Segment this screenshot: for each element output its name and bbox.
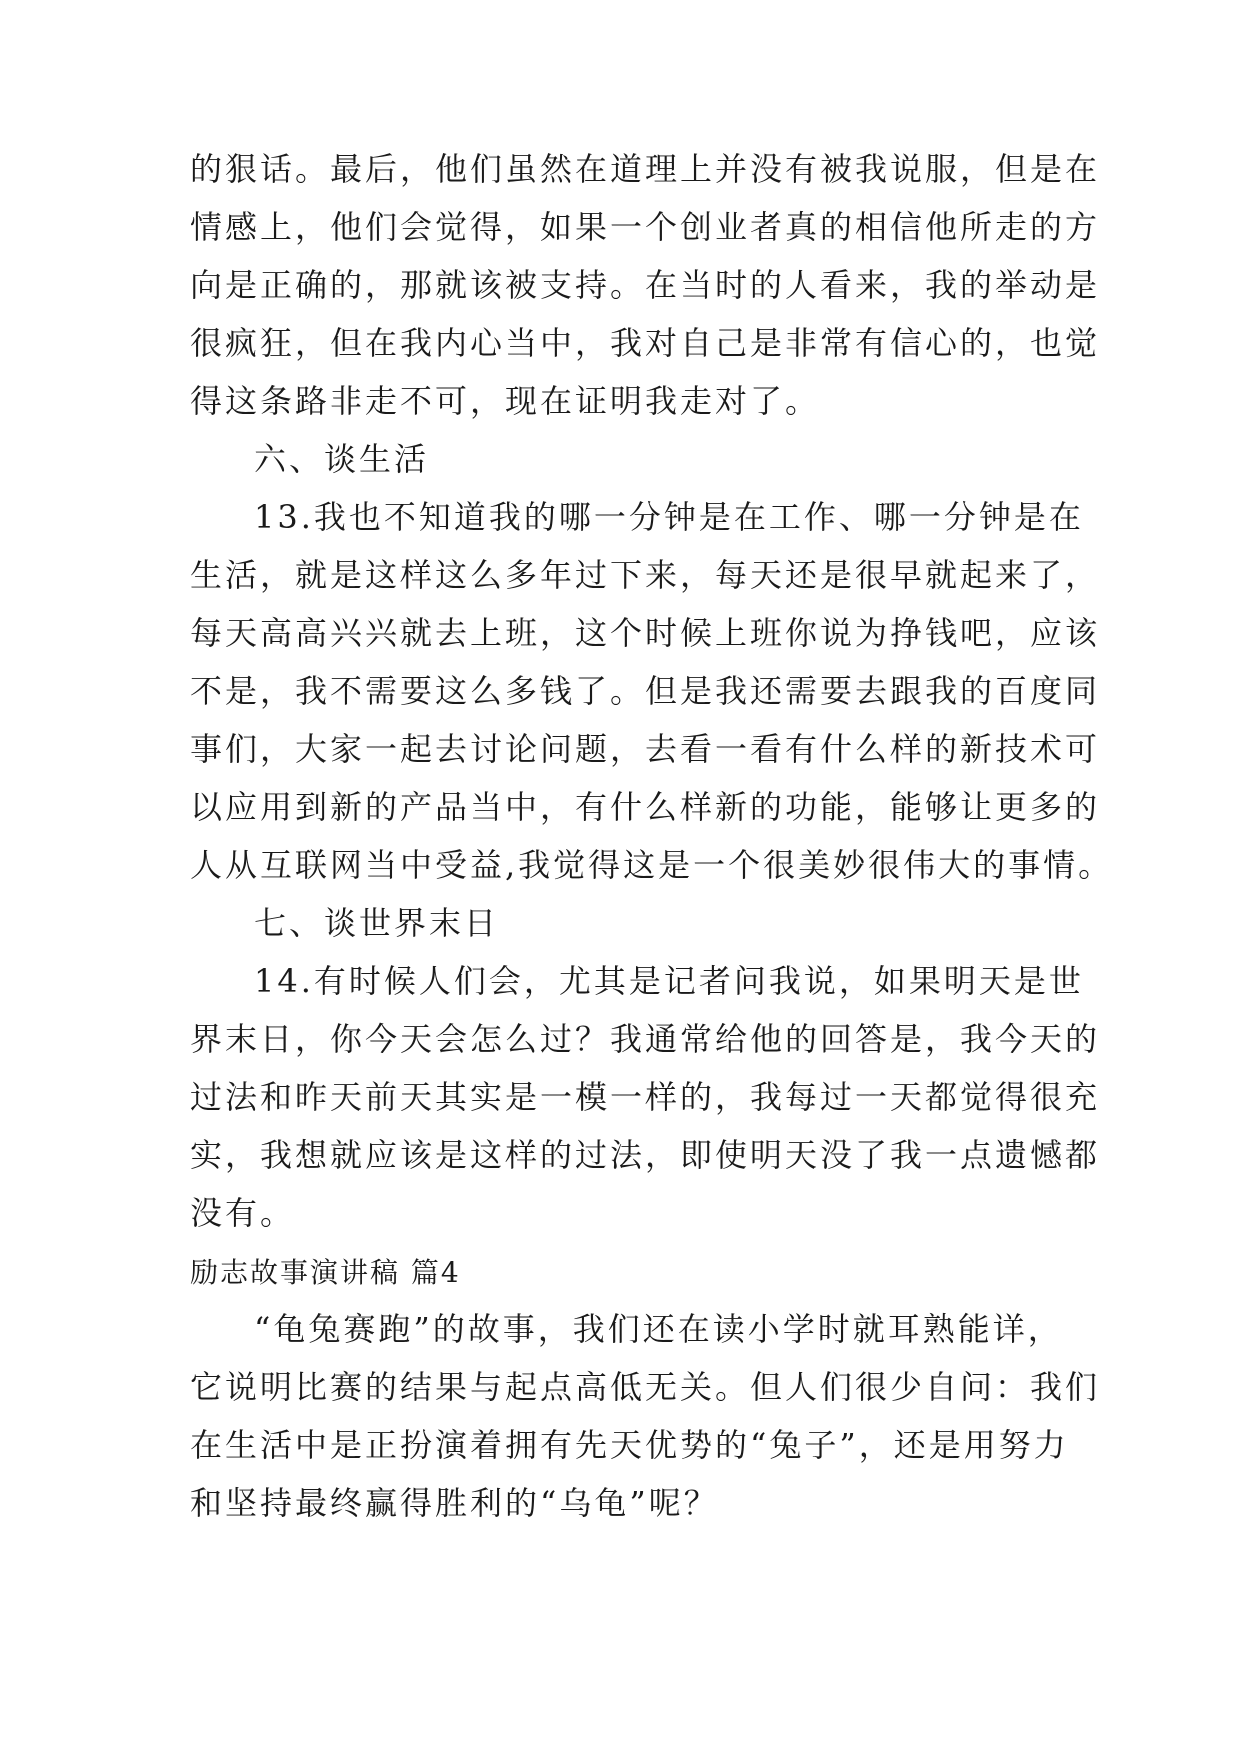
section-heading-life: 六、谈生活 <box>254 440 430 478</box>
text-line: 生活，就是这样这么多年过下来，每天还是很早就起来了， <box>190 556 1101 594</box>
text-line: 得这条路非走不可，现在证明我走对了。 <box>190 382 821 420</box>
text-line: 很疯狂，但在我内心当中，我对自己是非常有信心的，也觉 <box>190 324 1101 362</box>
paragraph-14 <box>190 952 1101 1242</box>
paragraph-13 <box>190 488 1114 894</box>
text-line: 没有。 <box>190 1194 296 1232</box>
text-line: 人从互联网当中受益,我觉得这是一个很美妙很伟大的事情。 <box>190 846 1114 884</box>
text-line: 过法和昨天前天其实是一模一样的，我每过一天都觉得很充 <box>190 1078 1101 1116</box>
text-line: 以应用到新的产品当中，有什么样新的功能，能够让更多的 <box>190 788 1101 826</box>
text-line: “龟兔赛跑”的故事，我们还在读小学时就耳熟能详， <box>254 1310 1063 1348</box>
text-line: 情感上，他们会觉得，如果一个创业者真的相信他所走的方 <box>190 208 1101 246</box>
text-line: 和坚持最终赢得胜利的“乌龟”呢？ <box>190 1484 719 1522</box>
text-line: 不是，我不需要这么多钱了。但是我还需要去跟我的百度同 <box>190 672 1101 710</box>
text-line: 14.有时候人们会，尤其是记者问我说，如果明天是世 <box>254 962 1084 1000</box>
paragraph-entrepreneur-conviction <box>190 140 1101 430</box>
section-heading-doomsday: 七、谈世界末日 <box>254 904 500 942</box>
text-line: 每天高高兴兴就去上班，这个时候上班你说为挣钱吧，应该 <box>190 614 1101 652</box>
paragraph-tortoise-hare <box>190 1300 1101 1532</box>
text-line: 实，我想就应该是这样的过法，即使明天没了我一点遗憾都 <box>190 1136 1101 1174</box>
article-title: 励志故事演讲稿 篇4 <box>190 1256 461 1289</box>
text-line: 13.我也不知道我的哪一分钟是在工作、哪一分钟是在 <box>254 498 1084 536</box>
text-line: 界末日，你今天会怎么过？我通常给他的回答是，我今天的 <box>190 1020 1101 1058</box>
text-line: 它说明比赛的结果与起点高低无关。但人们很少自问：我们 <box>190 1368 1101 1406</box>
text-line: 的狠话。最后，他们虽然在道理上并没有被我说服，但是在 <box>190 150 1101 188</box>
text-line: 向是正确的，那就该被支持。在当时的人看来，我的举动是 <box>190 266 1101 304</box>
text-line: 在生活中是正扮演着拥有先天优势的“兔子”，还是用努力 <box>190 1426 1069 1464</box>
text-line: 事们，大家一起去讨论问题，去看一看有什么样的新技术可 <box>190 730 1101 768</box>
